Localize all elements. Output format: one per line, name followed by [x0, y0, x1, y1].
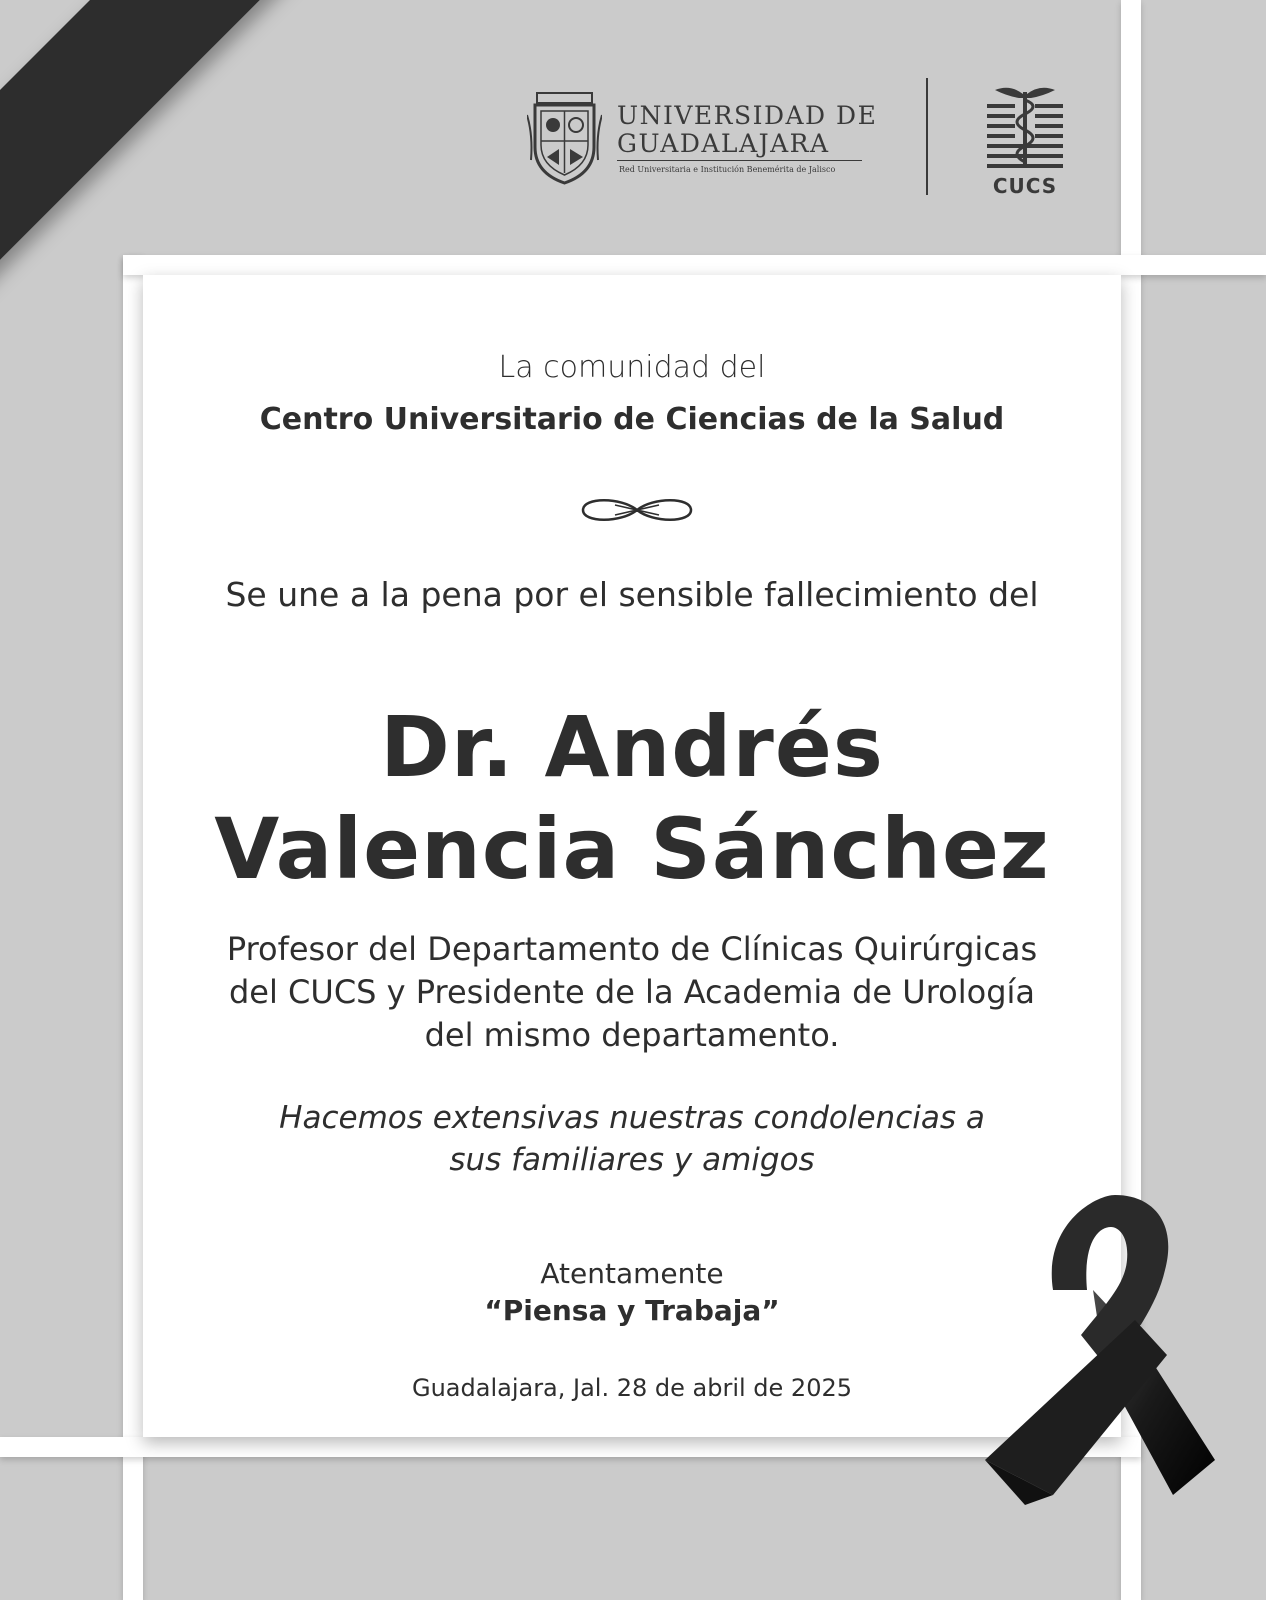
intro-text: La comunidad del — [498, 350, 766, 385]
university-tagline: Red Universitaria e Institución Benemérita de Jalisco — [619, 165, 836, 174]
university-name — [617, 102, 877, 158]
motto-text: “Piensa y Trabaja” — [484, 1294, 780, 1327]
deceased-role — [218, 928, 1046, 1057]
frame-line-vertical-left — [123, 255, 143, 1600]
place-date-text: Guadalajara, Jal. 28 de abril de 2025 — [411, 1374, 853, 1402]
deceased-name-line2: Valencia Sánchez — [214, 800, 1050, 898]
logo-separator — [926, 78, 928, 195]
closing-text: Atentamente — [540, 1257, 724, 1290]
university-name-line2: GUADALAJARA — [617, 129, 830, 158]
flourish-divider-icon — [575, 493, 699, 527]
university-logo — [527, 85, 878, 200]
caduceus-icon — [985, 82, 1065, 172]
institution-name: Centro Universitario de Ciencias de la Salud — [259, 402, 1005, 437]
deceased-role-text: Profesor del Departamento de Clínicas Quirúrgicas del CUCS y Presidente de la Academia de Urología del mismo departamento. — [226, 930, 1038, 1054]
condolences-text — [250, 1097, 1014, 1181]
deceased-name-line1: Dr. Andrés — [380, 698, 884, 796]
frame-line-horizontal-top — [123, 255, 1266, 275]
university-name-underline — [617, 160, 862, 161]
university-name-line1: UNIVERSIDAD DE — [617, 101, 878, 130]
university-crest-icon — [527, 85, 602, 185]
condolence-line: Se une a la pena por el sensible fallecimiento del — [225, 575, 1039, 614]
condolences-text-content: Hacemos extensivas nuestras condolencias a sus familiares y amigos — [279, 1100, 985, 1178]
mourning-ribbon-icon — [985, 1195, 1235, 1535]
cucs-logo — [985, 82, 1065, 202]
frame-line-horizontal-bottom — [0, 1437, 1141, 1457]
cucs-acronym: CUCS — [992, 174, 1058, 198]
